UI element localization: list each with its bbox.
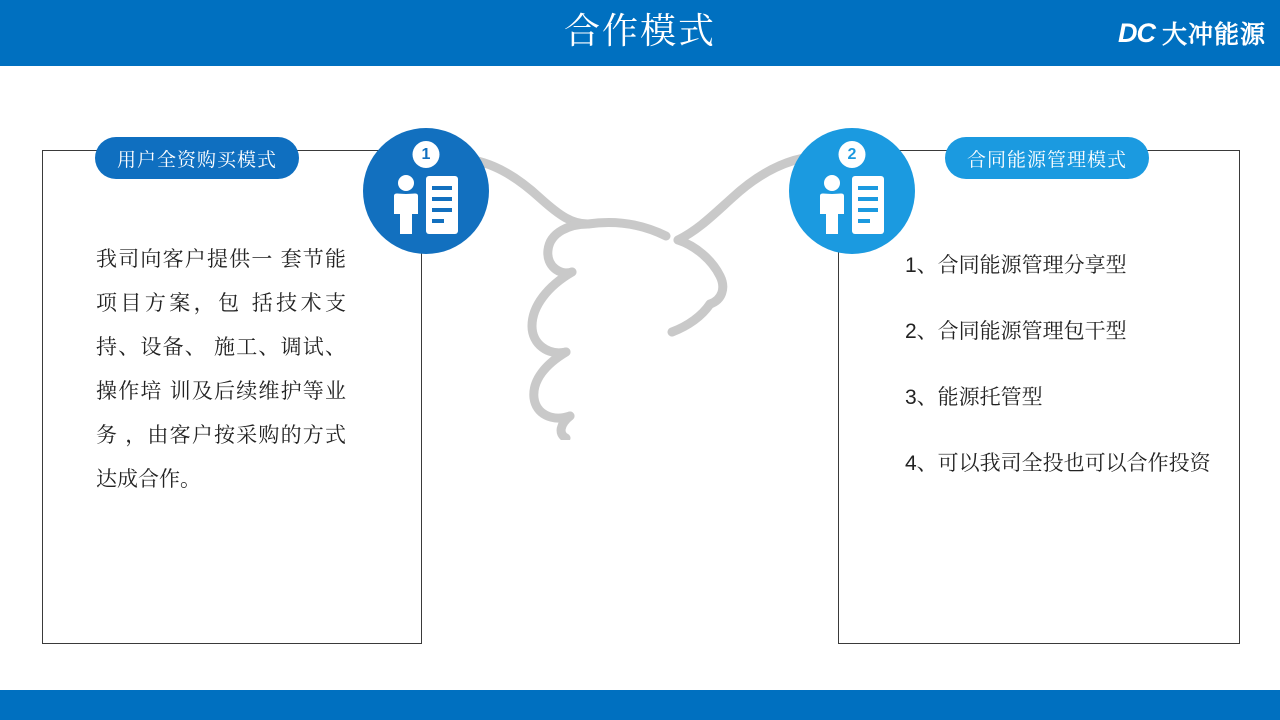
logo-company-name: 大冲能源 (1161, 21, 1266, 49)
list-item: 4、可以我司全投也可以合作投资 (905, 452, 1211, 475)
left-panel-body-text: 我司向客户提供一 套节能项目方案，包 括技术支持、设备、 施工、调试、操作培 训及后续维护等业务 ，由客户按采购的方式达成合作。 (96, 248, 346, 491)
company-logo (1118, 14, 1266, 52)
logo-mark: DC (1117, 17, 1155, 48)
left-panel-title-pill[interactable]: 用户全资购买模式 (95, 137, 299, 179)
list-item: 2、合同能源管理包干型 (905, 320, 1127, 343)
right-panel-title-pill[interactable]: 合同能源管理模式 (945, 137, 1149, 179)
slide-footer (0, 690, 1280, 720)
list-item: 1、合同能源管理分享型 (905, 254, 1127, 277)
person-document-icon (816, 174, 888, 236)
right-panel-list (905, 248, 1225, 512)
step-1-circle[interactable] (363, 128, 489, 254)
step-2-badge: 2 (839, 141, 866, 168)
list-item: 3、能源托管型 (905, 386, 1043, 409)
step-2-circle[interactable] (789, 128, 915, 254)
slide-header (0, 0, 1280, 66)
page-title: 合作模式 (563, 10, 716, 51)
step-1-badge: 1 (413, 141, 440, 168)
person-document-icon (390, 174, 462, 236)
